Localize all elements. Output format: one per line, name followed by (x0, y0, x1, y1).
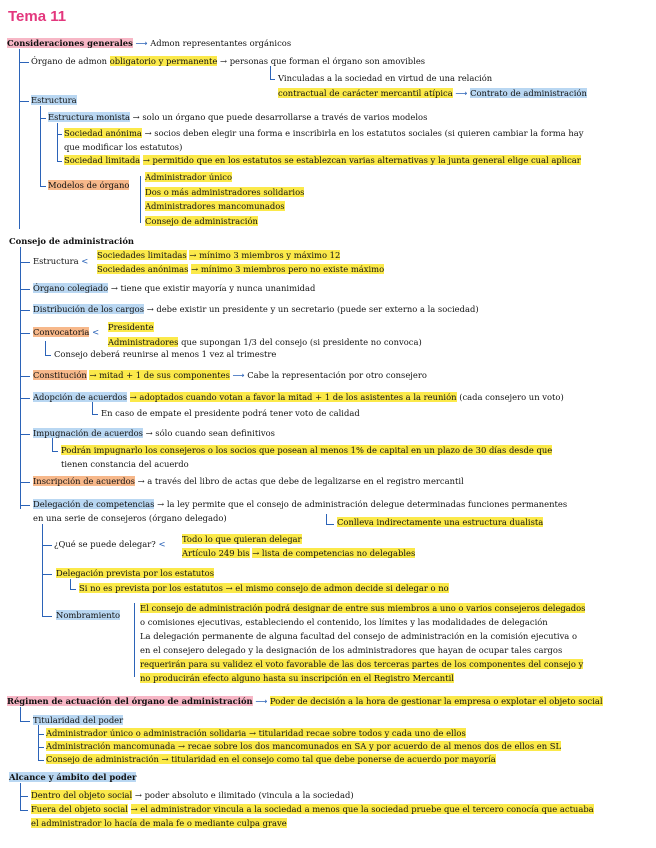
text: ¿Qué se puede delegar? (54, 539, 156, 549)
tree-branch (20, 289, 30, 290)
tree-branch (38, 734, 44, 735)
highlight: → el administrador vincula a la sociedad a menos que la sociedad pruebe que el tercero conocía que actuaba (130, 804, 594, 814)
row-sa (97, 265, 384, 273)
highlight: el administrador lo hacía de mala fe o mediante culpa grave (31, 818, 287, 828)
row-delegacion-cont: en una serie de consejeros (órgano delegado) (33, 513, 227, 523)
highlight: Estructura monista (48, 112, 130, 122)
highlight: Fuera del objeto social (31, 804, 128, 814)
text: → poder absoluto e ilimitado (vincula a la sociedad) (134, 790, 354, 800)
label-modelos (48, 181, 129, 189)
tree-branch (20, 482, 30, 483)
row-t2 (46, 742, 561, 750)
tree-branch (40, 118, 46, 119)
row-dualista (337, 518, 543, 526)
highlight: Si no es prevista por los estatutos → el mismo consejo de admon decide si delegar o no (79, 583, 449, 593)
highlight: → mínimo 3 miembros y máximo 12 (189, 250, 341, 260)
tree-branch (20, 721, 30, 722)
row-anonima (64, 129, 583, 137)
label-nombramiento (56, 611, 120, 619)
tree-branch (52, 451, 58, 452)
highlight: → permitido que en los estatutos se establezcan varias alternativas y la junta general elige cual aplicar (142, 155, 581, 165)
highlight: Nombramiento (56, 610, 121, 620)
row-articulo (182, 549, 415, 557)
tree-line (270, 66, 271, 79)
highlight: Administración mancomunada → recae sobre los dos mancomunados en SA y por acuerdo de al menos dos de ellos en SL (46, 741, 562, 751)
tree-branch (40, 186, 46, 187)
row-todo (182, 535, 302, 543)
row-t1 (46, 729, 466, 737)
highlight: Podrán impugnarlo los consejeros o los socios que posean al menos 1% de capital en un plazo de 30 días desde que (61, 445, 553, 455)
highlight: Titularidad del poder (33, 715, 124, 725)
row-impug-1 (61, 446, 552, 454)
highlight: Adopción de acuerdos (33, 392, 127, 402)
tree-branch (20, 310, 30, 311)
tree-branch (270, 79, 275, 80)
text: → la ley permite que el consejo de administración delegue determinadas funciones permanentes (157, 499, 568, 509)
highlight: Poder de decisión a la hora de gestionar la empresa o explotar el objeto social (270, 696, 603, 706)
row-contractual (278, 89, 587, 97)
highlight: Delegación prevista por los estatutos (56, 568, 215, 578)
text: → debe existir un presidente y un secretario (puede ser externo a la sociedad) (146, 304, 479, 314)
label-titularidad (33, 716, 123, 724)
row-constitucion (33, 371, 427, 379)
section-heading: Consideraciones generales (7, 38, 133, 48)
row-nom-3: La delegación permanente de alguna facultad del consejo de administración en la comisión ejecutiva o (140, 631, 578, 641)
highlight: Inscripción de acuerdos (33, 476, 135, 486)
tree-line (19, 49, 20, 229)
highlight: Dos o más administradores solidarios (145, 187, 305, 197)
row-fuera (31, 805, 594, 813)
row-fuera-cont (31, 819, 287, 827)
tree-line (70, 579, 71, 589)
highlight: Dentro del objeto social (31, 790, 133, 800)
label-convocatoria (33, 328, 99, 336)
tree-branch (70, 589, 76, 590)
tree-line (38, 725, 39, 760)
highlight: → mitad + 1 de sus componentes (89, 370, 230, 380)
tree-branch (20, 333, 30, 334)
highlight: Convocatoria (33, 327, 90, 337)
text: → personas que forman el órgano son amovibles (220, 56, 426, 66)
bracket-icon: < (158, 539, 166, 549)
highlight: Administrador único o administración solidaria → titularidad recae sobre todos y cada uno de ellos (46, 728, 466, 738)
text: → solo un órgano que puede desarrollarse a través de varios modelos (132, 112, 428, 122)
tree-branch (19, 62, 29, 63)
label-estructura (33, 257, 88, 265)
row-nom-2: o comisiones ejecutivas, estableciendo el contenido, los límites y las modalidades de delegación (140, 617, 548, 627)
highlight: contractual de carácter mercantil atípica (278, 88, 453, 98)
row-sino (79, 584, 449, 592)
row-nom-1 (140, 604, 585, 612)
highlight: requerirán para su validez el voto favorable de las dos terceras partes de los componentes del consejo y (140, 659, 584, 669)
modelo-item (145, 202, 285, 210)
row-nom-4: en el consejero delegado y la designación de los administradores que hayan de ocupar tales cargos (140, 645, 563, 655)
highlight: → adoptados cuando votan a favor la mitad + 1 de los asistentes a la reunión (129, 392, 457, 402)
note: Admon representantes orgánicos (150, 38, 292, 48)
tree-branch (38, 760, 44, 761)
row-admins (108, 338, 422, 346)
row-vinculadas: Vinculadas a la sociedad en virtud de una relación (278, 73, 493, 83)
tree-branch (42, 574, 52, 575)
section-regimen (7, 697, 603, 705)
tree-branch (42, 545, 52, 546)
arrow-right-icon: ⟶ (232, 370, 245, 380)
section-alcance (9, 773, 136, 781)
label-estructura (31, 96, 77, 104)
page-title: Tema 11 (8, 8, 67, 25)
highlight: Sociedades limitadas (97, 250, 187, 260)
tree-branch (20, 398, 30, 399)
highlight: Modelos de órgano (48, 180, 130, 190)
text: (cada consejero un voto) (459, 392, 564, 402)
row-sl (97, 251, 340, 259)
highlight: → mínimo 3 miembros pero no existe máximo (191, 264, 385, 274)
row-empate: En caso de empate el presidente podrá tener voto de calidad (101, 408, 360, 418)
bracket-icon: < (92, 327, 100, 337)
highlight: Consejo de administración (145, 216, 258, 226)
row-prevista (56, 569, 214, 577)
row-nom-5 (140, 660, 583, 668)
bracket-icon: < (81, 256, 89, 266)
highlight: Presidente (108, 322, 154, 332)
tree-line (52, 438, 53, 451)
tree-line (57, 123, 58, 161)
text: Cabe la representación por otro consejero (247, 370, 427, 380)
row-organo (31, 57, 425, 65)
tree-branch (42, 616, 52, 617)
row-monista (48, 113, 427, 121)
section-consideraciones (7, 39, 291, 47)
modelo-item (145, 217, 258, 225)
highlight: Impugnación de acuerdos (33, 428, 143, 438)
section-heading: Régimen de actuación del órgano de administración (7, 696, 253, 706)
tree-line (45, 341, 46, 355)
highlight: Órgano colegiado (33, 283, 109, 293)
row-presidente (108, 323, 154, 331)
highlight: Distribución de los cargos (33, 304, 145, 314)
arrow-right-icon: ⟶ (455, 88, 471, 98)
row-inscripcion (33, 477, 464, 485)
highlight: Artículo 249 bis (182, 548, 250, 558)
tree-branch (326, 524, 334, 525)
highlight: Administradores mancomunados (145, 201, 285, 211)
row-delegacion (33, 500, 567, 508)
highlight: Constitución (33, 370, 87, 380)
tree-line (134, 603, 135, 677)
tree-branch (92, 414, 98, 415)
text: → a través del libro de actas que debe de legalizarse en el registro mercantil (137, 476, 464, 486)
highlight: Administrador único (145, 172, 233, 182)
tree-line (42, 524, 43, 616)
row-qdelegar (54, 540, 165, 548)
tree-branch (45, 355, 51, 356)
tree-branch (20, 810, 28, 811)
highlight: Administradores (108, 337, 179, 347)
highlight: no producirán efecto alguno hasta su inscripción en el Registro Mercantil (140, 673, 454, 683)
row-dentro (31, 791, 354, 799)
text: Órgano de admon (31, 56, 108, 66)
row-distribucion (33, 305, 479, 313)
row-t3 (46, 755, 496, 763)
tree-line (326, 514, 327, 524)
highlight: Delegación de competencias (33, 499, 155, 509)
section-heading: Alcance y ámbito del poder (9, 772, 137, 782)
tree-branch (38, 747, 44, 748)
row-reunirse: Consejo deberá reunirse al menos 1 vez al trimestre (54, 349, 277, 359)
tree-branch (20, 434, 30, 435)
row-impugnacion (33, 429, 275, 437)
highlight: Conlleva indirectamente una estructura dualista (337, 517, 544, 527)
row-colegiado (33, 284, 315, 292)
text: → tiene que existir mayoría y nunca unanimidad (110, 283, 316, 293)
text: que supongan 1/3 del consejo (si presidente no convoca) (181, 337, 422, 347)
tree-branch (20, 796, 28, 797)
highlight: Contrato de administración (470, 88, 587, 98)
highlight: Estructura (31, 95, 77, 105)
arrow-right-icon: ⟶ (255, 696, 268, 706)
text: → socios deben elegir una forma e inscribirla en los estatutos sociales (si quieren cambiar la forma hay (144, 128, 584, 138)
tree-branch (57, 134, 62, 135)
highlight: El consejo de administración podrá designar de entre sus miembros a uno o varios consejeros delegados (140, 603, 586, 613)
tree-branch (19, 101, 29, 102)
tree-branch (20, 505, 30, 506)
row-impug-2: tienen constancia del acuerdo (61, 459, 189, 469)
highlight: Consejo de administración → titularidad en el consejo como tal que debe ponerse de acuerdo por mayoría (46, 754, 496, 764)
section-heading: Consejo de administración (9, 236, 134, 246)
row-nom-6 (140, 674, 454, 682)
tree-line (20, 707, 21, 721)
tree-line (140, 176, 141, 223)
modelo-item (145, 188, 304, 196)
tree-branch (57, 161, 62, 162)
highlight: Sociedad limitada (64, 155, 141, 165)
highlight: Todo lo que quieran delegar (182, 534, 302, 544)
tree-line (20, 247, 21, 509)
text: → sólo cuando sean definitivos (145, 428, 275, 438)
highlight: obligatorio y permanente (109, 56, 218, 66)
row-adopcion (33, 393, 564, 401)
highlight: Sociedad anónima (64, 128, 142, 138)
row-anonima-cont: que modificar los estatutos) (64, 142, 183, 152)
arrow-right-icon: ⟶ (135, 38, 148, 48)
modelo-item (145, 173, 232, 181)
highlight: → lista de competencias no delegables (252, 548, 416, 558)
section-consejo (9, 237, 134, 245)
tree-branch (20, 376, 30, 377)
highlight: Sociedades anónimas (97, 264, 189, 274)
text: Estructura (33, 256, 79, 266)
tree-branch (20, 262, 30, 263)
tree-line (92, 402, 93, 414)
row-limitada (64, 156, 581, 164)
